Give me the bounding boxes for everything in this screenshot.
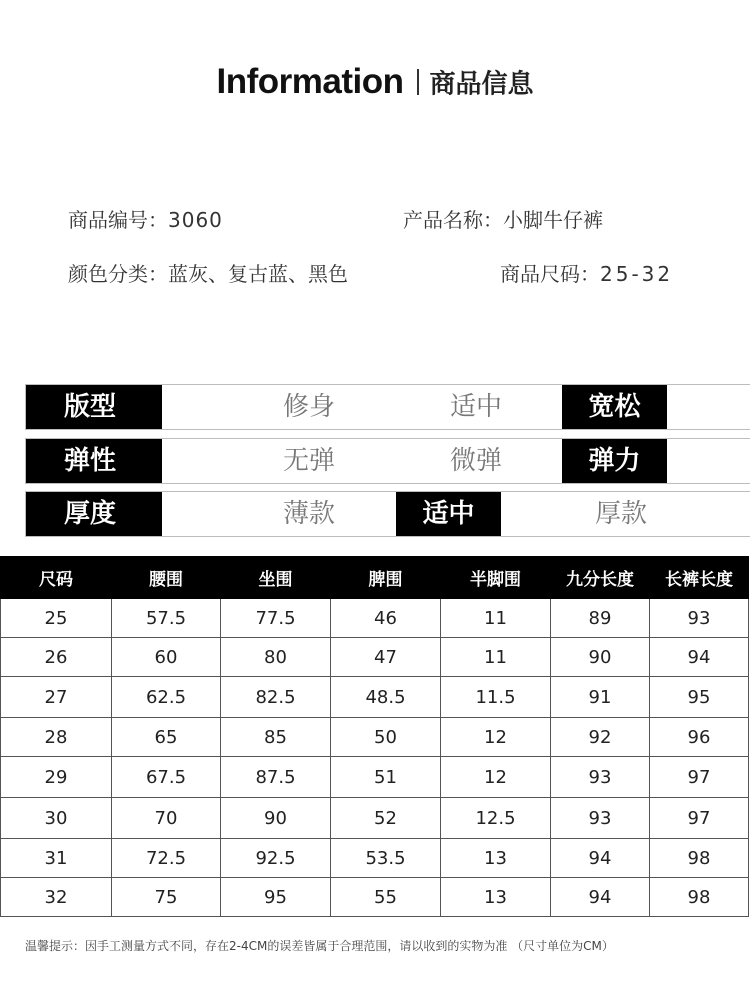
title-chinese: 商品信息 bbox=[429, 69, 534, 100]
measurement-cell: 85 bbox=[221, 718, 331, 757]
measurement-cell: 98 bbox=[650, 839, 749, 878]
column-header: 九分长度 bbox=[551, 557, 650, 599]
measurement-cell: 94 bbox=[551, 878, 650, 917]
measurement-cell: 47 bbox=[331, 638, 441, 677]
product-name bbox=[403, 204, 603, 233]
measurement-cell: 89 bbox=[551, 599, 650, 638]
size-cell: 29 bbox=[1, 757, 112, 798]
product-size bbox=[500, 258, 673, 287]
measurement-cell: 11 bbox=[441, 599, 551, 638]
measurement-cell: 13 bbox=[441, 839, 551, 878]
measurement-cell: 77.5 bbox=[221, 599, 331, 638]
measurement-cell: 46 bbox=[331, 599, 441, 638]
table-row bbox=[1, 878, 749, 917]
attribute-option: 修身 bbox=[282, 392, 335, 422]
measurement-cell: 91 bbox=[551, 677, 650, 718]
table-row bbox=[1, 757, 749, 798]
column-header: 半脚围 bbox=[441, 557, 551, 599]
measurement-cell: 93 bbox=[650, 599, 749, 638]
measurement-cell: 57.5 bbox=[112, 599, 221, 638]
column-header: 脾围 bbox=[331, 557, 441, 599]
table-row bbox=[1, 677, 749, 718]
product-code bbox=[68, 204, 223, 233]
measurement-cell: 96 bbox=[650, 718, 749, 757]
measurement-cell: 67.5 bbox=[112, 757, 221, 798]
size-table-header-row bbox=[1, 557, 749, 599]
product-size-label: 商品尺码： bbox=[500, 262, 600, 286]
table-row bbox=[1, 599, 749, 638]
table-row bbox=[1, 638, 749, 677]
attribute-option-selected: 弹力 bbox=[562, 439, 667, 483]
measurement-cell: 93 bbox=[551, 798, 650, 839]
attribute-row-elasticity bbox=[25, 438, 750, 484]
measurement-cell: 97 bbox=[650, 798, 749, 839]
product-color-value: 蓝灰、复古蓝、黑色 bbox=[168, 262, 348, 286]
measurement-cell: 98 bbox=[650, 878, 749, 917]
product-code-label: 商品编号： bbox=[68, 208, 168, 232]
measurement-cell: 12 bbox=[441, 718, 551, 757]
attribute-option: 无弹 bbox=[282, 446, 335, 476]
product-color bbox=[68, 258, 348, 287]
measurement-cell: 55 bbox=[331, 878, 441, 917]
size-cell: 31 bbox=[1, 839, 112, 878]
measurement-cell: 97 bbox=[650, 757, 749, 798]
attribute-label: 弹性 bbox=[26, 439, 162, 483]
measurement-cell: 92.5 bbox=[221, 839, 331, 878]
measurement-cell: 80 bbox=[221, 638, 331, 677]
measurement-cell: 12 bbox=[441, 757, 551, 798]
size-table bbox=[0, 556, 749, 917]
measurement-cell: 75 bbox=[112, 878, 221, 917]
measurement-cell: 95 bbox=[221, 878, 331, 917]
column-header: 腰围 bbox=[112, 557, 221, 599]
table-row bbox=[1, 798, 749, 839]
measurement-cell: 82.5 bbox=[221, 677, 331, 718]
measurement-cell: 93 bbox=[551, 757, 650, 798]
measurement-cell: 62.5 bbox=[112, 677, 221, 718]
attribute-label: 版型 bbox=[26, 385, 162, 429]
size-cell: 32 bbox=[1, 878, 112, 917]
attribute-row-fit bbox=[25, 384, 750, 430]
measurement-cell: 11 bbox=[441, 638, 551, 677]
attribute-option-selected: 宽松 bbox=[562, 385, 667, 429]
measurement-cell: 65 bbox=[112, 718, 221, 757]
size-cell: 30 bbox=[1, 798, 112, 839]
attribute-option: 薄款 bbox=[282, 499, 335, 529]
measurement-cell: 53.5 bbox=[331, 839, 441, 878]
measurement-cell: 12.5 bbox=[441, 798, 551, 839]
product-name-value: 小脚牛仔裤 bbox=[503, 208, 603, 232]
size-cell: 27 bbox=[1, 677, 112, 718]
attribute-option: 适中 bbox=[449, 392, 502, 422]
measurement-cell: 50 bbox=[331, 718, 441, 757]
measurement-cell: 72.5 bbox=[112, 839, 221, 878]
attribute-row-thickness bbox=[25, 491, 750, 537]
title-divider bbox=[417, 69, 419, 95]
measurement-cell: 11.5 bbox=[441, 677, 551, 718]
measurement-cell: 90 bbox=[221, 798, 331, 839]
column-header: 坐围 bbox=[221, 557, 331, 599]
measurement-cell: 94 bbox=[551, 839, 650, 878]
product-code-value: 3060 bbox=[168, 208, 223, 232]
title-english: Information bbox=[216, 62, 404, 101]
measurement-cell: 48.5 bbox=[331, 677, 441, 718]
size-cell: 25 bbox=[1, 599, 112, 638]
attribute-option: 厚款 bbox=[594, 499, 647, 529]
footer-note: 温馨提示：因手工测量方式不同，存在2-4CM的误差皆属于合理范围，请以收到的实物为准 （尺寸单位为CM） bbox=[25, 939, 614, 953]
measurement-cell: 94 bbox=[650, 638, 749, 677]
column-header: 尺码 bbox=[1, 557, 112, 599]
product-color-label: 颜色分类： bbox=[68, 262, 168, 286]
measurement-cell: 90 bbox=[551, 638, 650, 677]
measurement-cell: 70 bbox=[112, 798, 221, 839]
column-header: 长裤长度 bbox=[650, 557, 749, 599]
measurement-cell: 87.5 bbox=[221, 757, 331, 798]
table-row bbox=[1, 839, 749, 878]
measurement-cell: 51 bbox=[331, 757, 441, 798]
measurement-cell: 92 bbox=[551, 718, 650, 757]
measurement-cell: 13 bbox=[441, 878, 551, 917]
attribute-label: 厚度 bbox=[26, 492, 162, 536]
product-size-value: 25-32 bbox=[600, 262, 674, 286]
size-cell: 28 bbox=[1, 718, 112, 757]
measurement-cell: 60 bbox=[112, 638, 221, 677]
measurement-cell: 52 bbox=[331, 798, 441, 839]
product-name-label: 产品名称： bbox=[403, 208, 503, 232]
page-header bbox=[0, 62, 750, 102]
attribute-option: 微弹 bbox=[449, 446, 502, 476]
attribute-option-selected: 适中 bbox=[396, 492, 501, 536]
measurement-cell: 95 bbox=[650, 677, 749, 718]
size-cell: 26 bbox=[1, 638, 112, 677]
table-row bbox=[1, 718, 749, 757]
